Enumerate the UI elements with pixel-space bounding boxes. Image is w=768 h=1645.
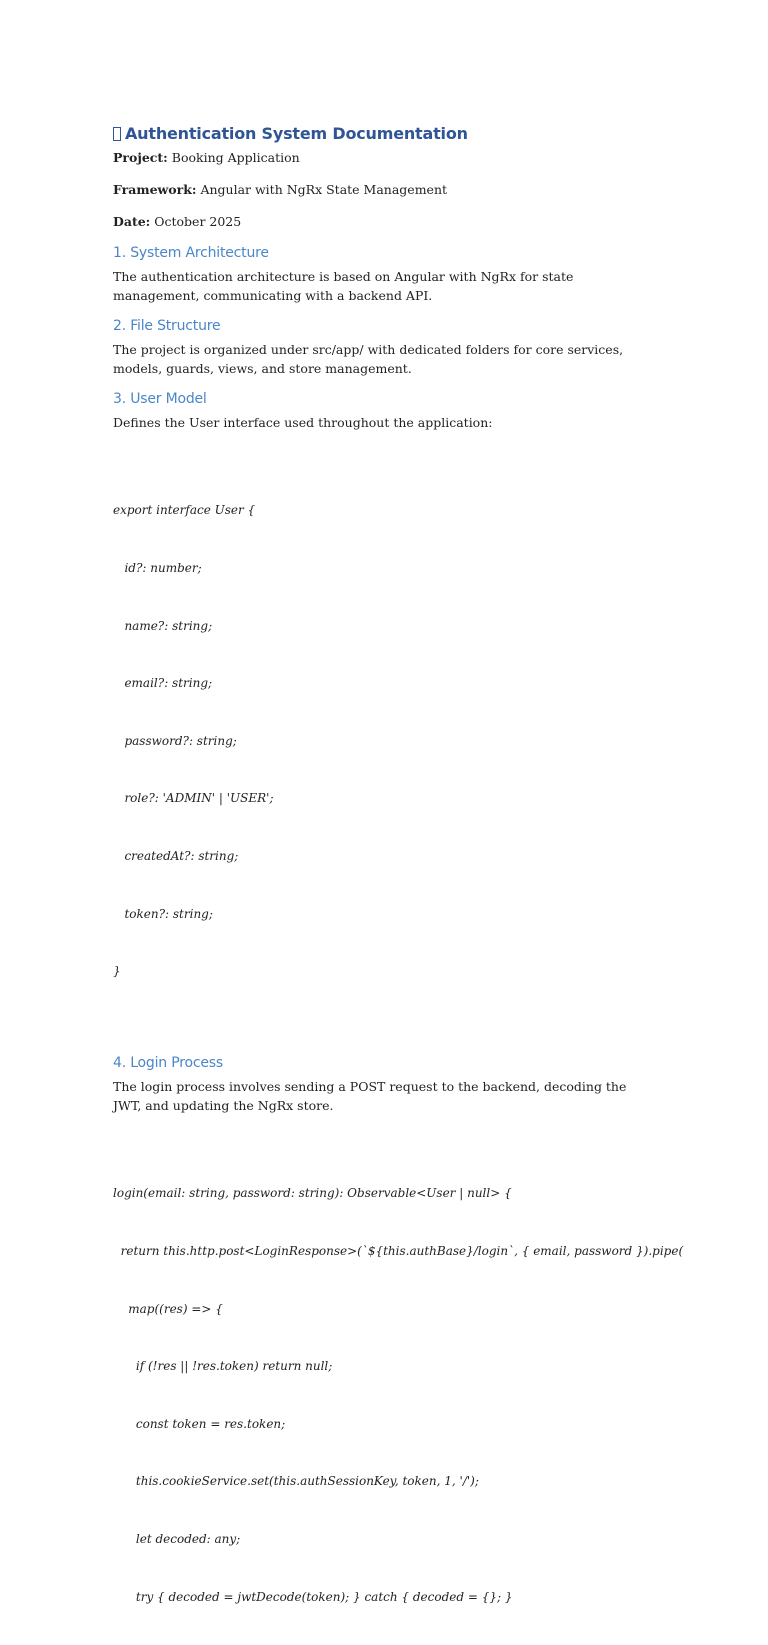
code-line: try { decoded = jwtDecode(token); } catch { decoded = {}; } [113,1589,513,1604]
meta-framework [113,181,653,199]
section-text-architecture: The authentication architecture is based on Angular with NgRx for state management, communicating with a backend API. [113,269,574,303]
code-line: map((res) => { [113,1301,223,1316]
meta-date-label: Date: [113,214,151,229]
section-heading-file-structure: 2. File Structure [113,318,221,334]
meta-date [113,213,653,231]
code-block-user-model [113,463,653,1020]
code-line: name?: string; [113,618,213,633]
meta-framework-label: Framework: [113,182,197,197]
meta-framework-value: Angular with NgRx State Management [196,182,448,197]
code-line: login(email: string, password: string): Observable<User | null> { [113,1186,512,1201]
document-page [113,123,684,1645]
document-title-text: Authentication System Documentation [125,124,468,143]
code-line: password?: string; [113,733,237,748]
code-line: this.cookieService.set(this.authSessionKey, token, 1, '/'); [113,1474,479,1489]
code-line: return this.http.post<LoginResponse>(`${this.authBase}/login`, { email, password }).pipe( [113,1243,684,1258]
code-block-login [113,1146,684,1645]
meta-project-label: Project: [113,150,168,165]
code-line: } [113,964,121,979]
section-text-user-model: Defines the User interface used throughout the application: [113,415,493,430]
meta-project [113,149,653,167]
code-line: if (!res || !res.token) return null; [113,1359,333,1374]
section-text-login-process: The login process involves sending a POST request to the backend, decoding the JWT, and updating the NgRx store. [113,1078,627,1113]
section-heading-user-model: 3. User Model [113,391,207,407]
placeholder-glyph-icon [113,127,121,141]
code-line: const token = res.token; [113,1416,286,1431]
meta-project-value: Booking Application [167,150,300,165]
document-title [113,123,653,145]
code-line: export interface User { [113,503,256,518]
code-line: email?: string; [113,676,213,691]
code-line: role?: 'ADMIN' | 'USER'; [113,791,274,806]
code-line: id?: number; [113,561,202,576]
meta-date-value: October 2025 [150,214,242,229]
code-line: token?: string; [113,906,213,921]
section-heading-architecture: 1. System Architecture [113,245,269,261]
section-heading-login-process: 4. Login Process [113,1054,223,1071]
code-line: let decoded: any; [113,1531,241,1546]
section-text-file-structure: The project is organized under src/app/ with dedicated folders for core services, models, guards, views, and store management. [113,342,624,376]
code-line: createdAt?: string; [113,849,239,864]
